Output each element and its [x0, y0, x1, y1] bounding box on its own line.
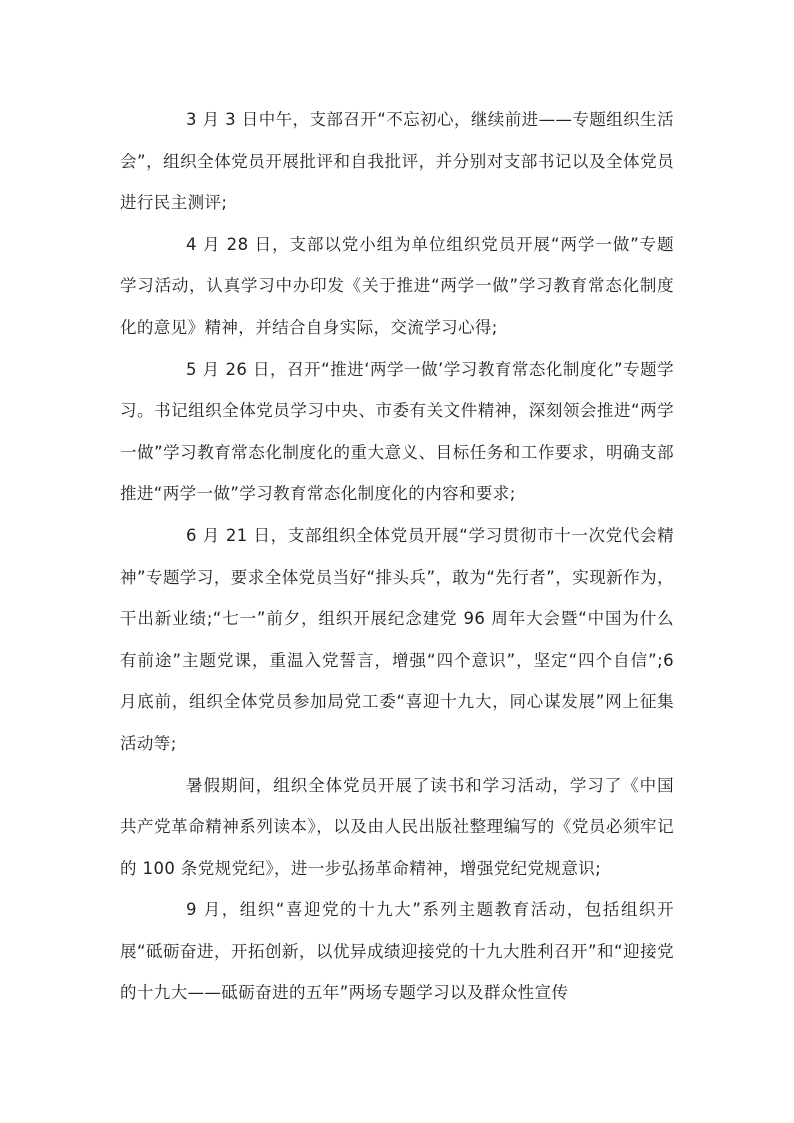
paragraph-june-21: 6 月 21 日，支部组织全体党员开展“学习贯彻市十一次党代会精神”专题学习，要求全体党员当好“排头兵”，敢为“先行者”，实现新作为，干出新业绩;“七一”前夕，组织开展纪念建党 96 周年大会暨“中国为什么有前途”主题党课，重温入党誓言，增强“四个意识”，坚定“四个自信”;6 月底前，组织全体党员参加局党工委“喜迎十九大，同心谋发展”网上征集活动等;	[120, 525, 674, 753]
paragraph-september: 9 月，组织“喜迎党的十九大”系列主题教育活动，包括组织开展“砥砺奋进，开拓创新，以优异成绩迎接党的十九大胜利召开”和“迎接党的十九大——砥砺奋进的五年”两场专题学习以及群众性宣传	[120, 900, 674, 1003]
document-body	[120, 99, 674, 1014]
paragraph-march-3: 3 月 3 日中午，支部召开“不忘初心，继续前进——专题组织生活会”，组织全体党员开展批评和自我批评，并分别对支部书记以及全体党员进行民主测评;	[120, 110, 674, 213]
paragraph-may-26: 5 月 26 日，召开“推进‘两学一做’学习教育常态化制度化”专题学习。书记组织全体党员学习中央、市委有关文件精神，深刻领会推进“两学一做”学习教育常态化制度化的重大意义、目标任务和工作要求，明确支部推进“两学一做”学习教育常态化制度化的内容和要求;	[120, 359, 674, 504]
paragraph-summer-vacation: 暑假期间，组织全体党员开展了读书和学习活动，学习了《中国共产党革命精神系列读本》，以及由人民出版社整理编写的《党员必须牢记的 100 条党规党纪》，进一步弘扬革命精神，增强党纪党规意识;	[120, 775, 674, 878]
paragraph-april-28: 4 月 28 日，支部以党小组为单位组织党员开展“两学一做”专题学习活动，认真学习中办印发《关于推进“两学一做”学习教育常态化制度化的意见》精神，并结合自身实际，交流学习心得;	[120, 234, 674, 337]
